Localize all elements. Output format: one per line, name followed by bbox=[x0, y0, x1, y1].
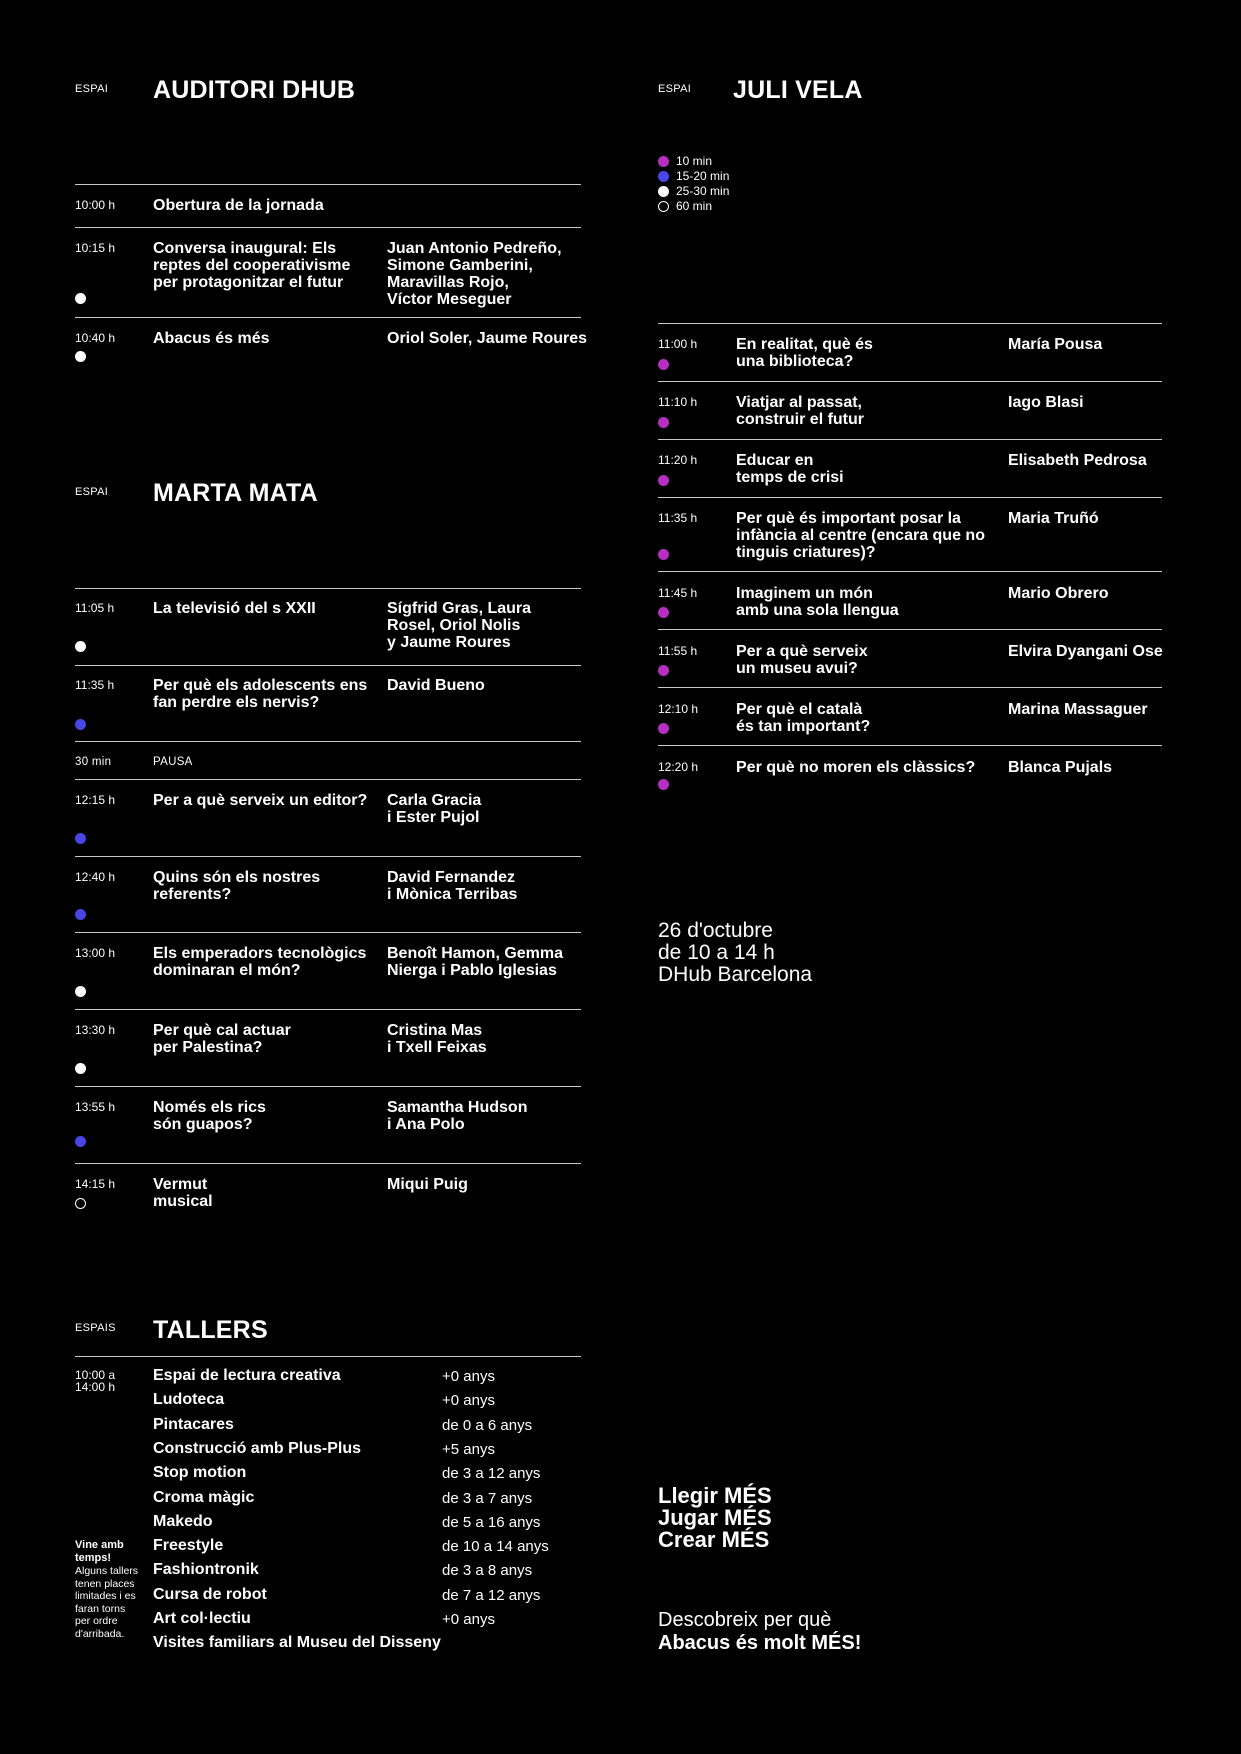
duration-dot-icon bbox=[658, 156, 669, 167]
workshop-age: de 0 a 6 anys bbox=[442, 1416, 533, 1434]
session-title bbox=[736, 643, 868, 677]
divider bbox=[658, 687, 1162, 688]
speaker-line: Maria Truñó bbox=[1008, 510, 1099, 527]
juli-label: ESPAI bbox=[658, 83, 692, 95]
session-title bbox=[153, 677, 367, 711]
tallers-title: TALLERS bbox=[153, 1316, 268, 1344]
session-title bbox=[153, 330, 270, 347]
session-title bbox=[736, 585, 899, 619]
workshop-name: Ludoteca bbox=[153, 1391, 225, 1409]
duration-dot-icon bbox=[658, 201, 669, 212]
speaker-line: Iago Blasi bbox=[1008, 394, 1084, 411]
workshop-name: Construcció amb Plus-Plus bbox=[153, 1439, 362, 1457]
tallers-label: ESPAIS bbox=[75, 1322, 116, 1334]
duration-dot-icon bbox=[658, 475, 669, 486]
legend-text: 25-30 min bbox=[676, 184, 730, 198]
session-title-line: Per a què serveix bbox=[736, 643, 868, 660]
speaker-line: Elvira Dyangani Ose bbox=[1008, 643, 1163, 660]
workshop-name: Freestyle bbox=[153, 1537, 224, 1555]
session-speakers bbox=[387, 677, 485, 694]
pause-label: PAUSA bbox=[153, 756, 193, 768]
session-title-line: una biblioteca? bbox=[736, 353, 854, 370]
duration-dot-icon bbox=[658, 171, 669, 182]
session-title-line: fan perdre els nervis? bbox=[153, 694, 320, 711]
session-title-line: un museu avui? bbox=[736, 660, 858, 677]
session-speakers bbox=[387, 330, 587, 347]
speaker-line: Marina Massaguer bbox=[1008, 701, 1148, 718]
duration-dot-icon bbox=[658, 359, 669, 370]
session-time: 12:10 h bbox=[658, 702, 699, 716]
speaker-line: i Mònica Terribas bbox=[387, 886, 518, 903]
speaker-line: Carla Gracia bbox=[387, 792, 482, 809]
duration-dot-icon bbox=[658, 723, 669, 734]
speaker-line: i Ana Polo bbox=[387, 1116, 465, 1133]
speaker-line: Miqui Puig bbox=[387, 1176, 468, 1193]
divider bbox=[658, 497, 1162, 498]
event-venue: DHub Barcelona bbox=[658, 963, 813, 986]
note-body-line: Alguns tallers bbox=[75, 1565, 139, 1577]
divider bbox=[658, 323, 1162, 324]
session-speakers bbox=[1008, 452, 1147, 469]
divider bbox=[75, 227, 581, 228]
divider bbox=[75, 779, 581, 780]
session-speakers bbox=[1008, 510, 1099, 527]
note-body-line: faran torns bbox=[75, 1602, 126, 1615]
note-title-line: temps! bbox=[75, 1552, 112, 1564]
session-speakers bbox=[1008, 336, 1102, 353]
speaker-line: y Jaume Roures bbox=[387, 634, 511, 651]
session-title-line: Quins són els nostres bbox=[153, 869, 321, 886]
session-title bbox=[153, 792, 367, 809]
session-speakers bbox=[387, 869, 517, 903]
workshop-age: de 5 a 16 anys bbox=[442, 1513, 541, 1531]
divider bbox=[75, 1356, 581, 1357]
session-title bbox=[153, 1099, 266, 1133]
speaker-line: Maravillas Rojo, bbox=[387, 274, 509, 291]
workshop-name: Visites familiars al Museu del Disseny bbox=[153, 1634, 441, 1652]
session-title-line: Només els rics bbox=[153, 1099, 266, 1116]
speaker-line: i Txell Feixas bbox=[387, 1039, 487, 1056]
session-speakers bbox=[387, 1022, 487, 1056]
duration-dot-icon bbox=[75, 719, 86, 730]
workshop-age: de 3 a 12 anys bbox=[442, 1465, 541, 1483]
session-title-line: són guapos? bbox=[153, 1116, 253, 1133]
session-time: 12:20 h bbox=[658, 760, 699, 774]
session-title bbox=[153, 240, 350, 291]
note-body-line: limitades i es bbox=[75, 1590, 136, 1602]
discover-text: Descobreix per què bbox=[658, 1609, 832, 1631]
duration-dot-icon bbox=[658, 779, 669, 790]
session-title-line: Educar en bbox=[736, 452, 814, 469]
workshop-name: Cursa de robot bbox=[153, 1585, 267, 1603]
session-speakers bbox=[1008, 643, 1163, 660]
duration-dot-icon bbox=[75, 833, 86, 844]
session-title-line: Vermut bbox=[153, 1176, 208, 1193]
speaker-line: María Pousa bbox=[1008, 336, 1103, 353]
session-title-line: temps de crisi bbox=[736, 469, 844, 486]
session-speakers bbox=[387, 240, 562, 308]
speaker-line: Juan Antonio Pedreño, bbox=[387, 240, 562, 257]
session-time: 10:40 h bbox=[75, 331, 116, 345]
speaker-line: David Fernandez bbox=[387, 869, 516, 886]
session-title bbox=[736, 510, 985, 561]
divider bbox=[75, 1086, 581, 1087]
session-title-line: Per què no moren els clàssics? bbox=[736, 759, 976, 776]
session-title bbox=[153, 1176, 213, 1210]
speaker-line: Samantha Hudson bbox=[387, 1099, 528, 1116]
session-speakers bbox=[1008, 585, 1108, 602]
divider bbox=[75, 184, 581, 185]
session-title bbox=[153, 197, 324, 214]
session-title bbox=[736, 394, 864, 428]
session-title bbox=[736, 759, 975, 776]
session-title-line: Viatjar al passat, bbox=[736, 394, 862, 411]
legend-item bbox=[658, 199, 712, 213]
session-time: 12:40 h bbox=[75, 870, 116, 884]
duration-dot-icon bbox=[75, 351, 86, 362]
session-title bbox=[736, 701, 870, 735]
session-speakers bbox=[387, 600, 531, 651]
duration-dot-icon bbox=[658, 417, 669, 428]
workshop-age: +0 anys bbox=[442, 1368, 495, 1385]
workshop-age: de 10 a 14 anys bbox=[442, 1538, 549, 1556]
note-body-line: per ordre bbox=[75, 1615, 118, 1627]
session-title-line: Per què el català bbox=[736, 701, 863, 718]
speaker-line: Cristina Mas bbox=[387, 1022, 483, 1039]
session-title-line: Abacus és més bbox=[153, 330, 270, 347]
session-title-line: referents? bbox=[153, 886, 232, 903]
tagline-line: Crear MÉS bbox=[658, 1527, 770, 1552]
speaker-line: Sígfrid Gras, Laura bbox=[387, 600, 532, 617]
note-body-line: tenen places bbox=[75, 1577, 135, 1590]
session-time: 13:30 h bbox=[75, 1023, 116, 1037]
auditori-title: AUDITORI DHUB bbox=[153, 76, 356, 104]
tagline-line: Llegir MÉS bbox=[658, 1483, 772, 1508]
legend-text: 60 min bbox=[676, 199, 713, 213]
tallers-time-end: 14:00 h bbox=[75, 1380, 116, 1394]
session-speakers bbox=[387, 792, 481, 826]
speaker-line: Rosel, Oriol Nolis bbox=[387, 617, 521, 634]
duration-dot-icon bbox=[658, 665, 669, 676]
pause-duration: 30 min bbox=[75, 756, 112, 768]
speaker-line: Benoît Hamon, Gemma bbox=[387, 945, 564, 962]
session-time: 11:45 h bbox=[658, 586, 698, 600]
session-title bbox=[153, 869, 320, 903]
session-title bbox=[736, 336, 873, 370]
workshop-name: Fashiontronik bbox=[153, 1561, 259, 1579]
session-title-line: Per què els adolescents ens bbox=[153, 677, 368, 694]
session-title bbox=[153, 945, 366, 979]
speaker-line: Oriol Soler, Jaume Roures bbox=[387, 330, 588, 347]
session-time: 13:00 h bbox=[75, 946, 116, 960]
session-title bbox=[153, 1022, 291, 1056]
legend-item bbox=[658, 169, 729, 183]
workshop-age: de 7 a 12 anys bbox=[442, 1586, 541, 1604]
tallers-time bbox=[75, 1369, 115, 1393]
speaker-line: Víctor Meseguer bbox=[387, 291, 512, 308]
session-title-line: per Palestina? bbox=[153, 1039, 263, 1056]
session-title-line: reptes del cooperativisme bbox=[153, 257, 351, 274]
workshop-name: Art col·lectiu bbox=[153, 1610, 251, 1627]
speaker-line: Elisabeth Pedrosa bbox=[1008, 452, 1147, 469]
session-title-line: Per què és important posar la bbox=[736, 510, 961, 527]
speaker-line: David Bueno bbox=[387, 677, 485, 694]
workshop-name: Croma màgic bbox=[153, 1488, 255, 1506]
duration-dot-icon bbox=[75, 641, 86, 652]
duration-dot-icon bbox=[75, 986, 86, 997]
session-time: 11:05 h bbox=[75, 601, 115, 615]
legend-item bbox=[658, 184, 729, 198]
session-title-line: Imaginem un món bbox=[736, 585, 873, 602]
session-speakers bbox=[1008, 759, 1112, 776]
session-title-line: musical bbox=[153, 1193, 213, 1210]
session-time: 13:55 h bbox=[75, 1100, 116, 1114]
session-speakers bbox=[387, 1099, 527, 1133]
legend-item bbox=[658, 154, 712, 168]
tagline-line: Jugar MÉS bbox=[658, 1505, 772, 1530]
session-title-line: La televisió del s XXII bbox=[153, 600, 316, 617]
session-time: 12:15 h bbox=[75, 793, 116, 807]
divider bbox=[658, 629, 1162, 630]
workshop-name: Espai de lectura creativa bbox=[153, 1367, 341, 1384]
legend-text: 15-20 min bbox=[676, 169, 730, 183]
session-title-line: Obertura de la jornada bbox=[153, 197, 324, 214]
marta-label: ESPAI bbox=[75, 486, 109, 498]
session-time: 10:00 h bbox=[75, 198, 116, 212]
session-time: 11:20 h bbox=[658, 453, 698, 467]
auditori-label: ESPAI bbox=[75, 83, 109, 95]
session-time: 11:35 h bbox=[658, 511, 698, 525]
event-info bbox=[658, 920, 812, 986]
juli-title: JULI VELA bbox=[733, 76, 863, 104]
session-speakers bbox=[1008, 701, 1148, 718]
divider bbox=[75, 932, 581, 933]
session-title-line: és tan important? bbox=[736, 718, 871, 735]
discover-block bbox=[658, 1609, 861, 1655]
workshop-age: +5 anys bbox=[442, 1440, 495, 1458]
session-title bbox=[736, 452, 844, 486]
event-hours: de 10 a 14 h bbox=[658, 941, 775, 964]
workshop-age: de 3 a 8 anys bbox=[442, 1562, 533, 1580]
speaker-line: i Ester Pujol bbox=[387, 809, 480, 826]
session-title-line: construir el futur bbox=[736, 411, 865, 428]
tallers-note bbox=[75, 1539, 145, 1640]
session-title-line: per protagonitzar el futur bbox=[153, 274, 344, 291]
duration-dot-icon bbox=[75, 293, 86, 304]
discover-highlight: Abacus és molt MÉS! bbox=[658, 1632, 862, 1654]
session-title-line: Els emperadors tecnològics bbox=[153, 945, 367, 962]
session-title bbox=[153, 600, 316, 617]
divider bbox=[75, 588, 581, 589]
marta-title: MARTA MATA bbox=[153, 479, 318, 507]
legend-text: 10 min bbox=[676, 154, 713, 168]
duration-dot-icon bbox=[75, 909, 86, 920]
divider bbox=[75, 741, 581, 742]
session-title-line: Per què cal actuar bbox=[153, 1022, 291, 1039]
divider bbox=[75, 1163, 581, 1164]
note-body-line: d'arribada. bbox=[75, 1627, 125, 1640]
note-title-line: Vine amb bbox=[75, 1539, 124, 1551]
session-time: 14:15 h bbox=[75, 1177, 116, 1191]
divider bbox=[75, 1009, 581, 1010]
duration-dot-icon bbox=[658, 549, 669, 560]
divider bbox=[75, 317, 581, 318]
workshop-age: +0 anys bbox=[442, 1611, 495, 1628]
session-title-line: tinguis criatures)? bbox=[736, 544, 876, 561]
session-speakers bbox=[387, 1176, 468, 1193]
workshop-age: +0 anys bbox=[442, 1392, 495, 1410]
tallers-time-start: 10:00 a bbox=[75, 1368, 116, 1382]
speaker-line: Blanca Pujals bbox=[1008, 759, 1113, 776]
duration-dot-icon bbox=[75, 1136, 86, 1147]
divider bbox=[658, 381, 1162, 382]
duration-dot-icon bbox=[658, 186, 669, 197]
divider bbox=[658, 439, 1162, 440]
session-title-line: infància al centre (encara que no bbox=[736, 527, 985, 544]
session-title-line: dominaran el món? bbox=[153, 962, 301, 979]
workshop-name: Makedo bbox=[153, 1512, 213, 1530]
speaker-line: Simone Gamberini, bbox=[387, 257, 533, 274]
divider bbox=[658, 571, 1162, 572]
session-title-line: En realitat, què és bbox=[736, 336, 873, 353]
event-date: 26 d'octubre bbox=[658, 919, 773, 942]
divider bbox=[75, 856, 581, 857]
session-time: 11:10 h bbox=[658, 395, 698, 409]
speaker-line: Mario Obrero bbox=[1008, 585, 1109, 602]
session-time: 11:35 h bbox=[75, 678, 115, 692]
session-title-line: amb una sola llengua bbox=[736, 602, 899, 619]
divider bbox=[658, 745, 1162, 746]
session-speakers bbox=[1008, 394, 1084, 411]
workshop-name: Pintacares bbox=[153, 1415, 234, 1433]
session-time: 10:15 h bbox=[75, 241, 116, 255]
session-title-line: Per a què serveix un editor? bbox=[153, 792, 368, 809]
session-title-line: Conversa inaugural: Els bbox=[153, 240, 337, 257]
duration-dot-icon bbox=[658, 607, 669, 618]
workshop-name: Stop motion bbox=[153, 1464, 247, 1482]
session-time: 11:00 h bbox=[658, 337, 698, 351]
duration-dot-icon bbox=[75, 1198, 86, 1209]
session-speakers bbox=[387, 945, 563, 979]
tagline bbox=[658, 1485, 772, 1551]
divider bbox=[75, 665, 581, 666]
duration-dot-icon bbox=[75, 1063, 86, 1074]
session-time: 11:55 h bbox=[658, 644, 698, 658]
workshop-age: de 3 a 7 anys bbox=[442, 1489, 533, 1507]
speaker-line: Nierga i Pablo Iglesias bbox=[387, 962, 557, 979]
